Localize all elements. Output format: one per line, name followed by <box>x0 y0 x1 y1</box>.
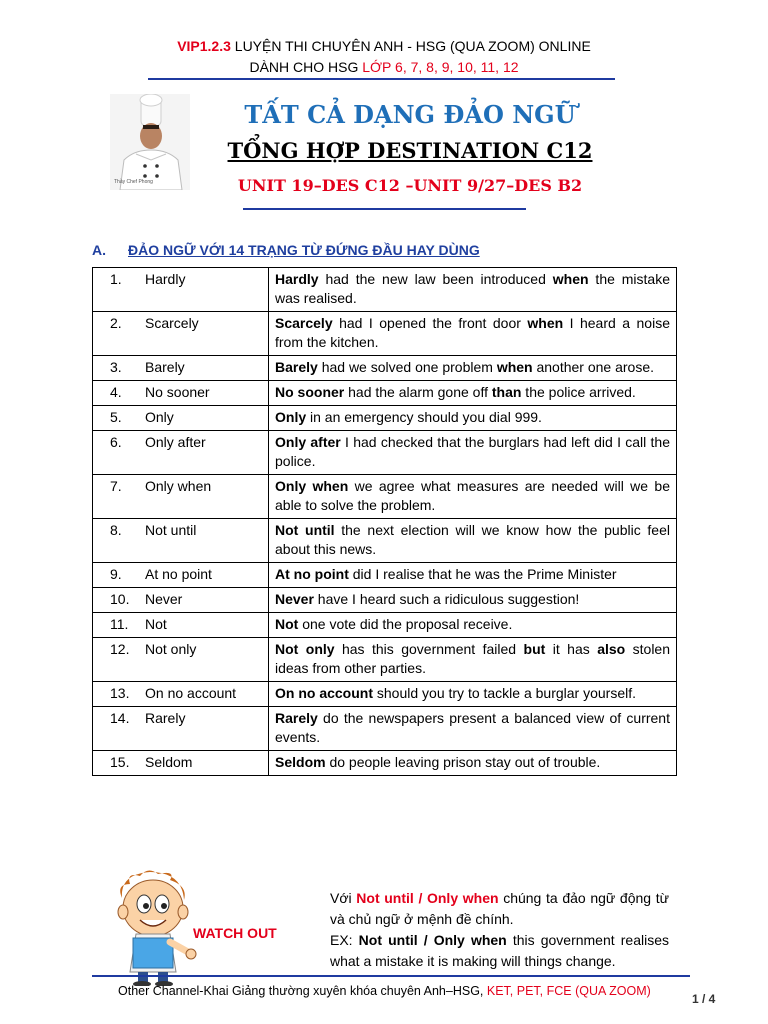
adverb-term: At no point <box>145 566 212 582</box>
adverb-cell <box>93 682 269 707</box>
adverb-cell <box>93 751 269 776</box>
header-line-1 <box>0 38 768 54</box>
table-row <box>93 613 677 638</box>
row-number: 4. <box>110 384 122 400</box>
header-line-2 <box>0 59 768 75</box>
table-row <box>93 431 677 475</box>
sentence-text: stolen ideas from other parties. <box>275 641 671 676</box>
cartoon-boy-image <box>100 868 205 986</box>
footer-channel: Other Channel-Khai Giảng thường xuyên khóa chuyên Anh–HSG, <box>118 984 487 998</box>
table-row <box>93 356 677 381</box>
header-grades: LỚP 6, 7, 8, 9, 10, 11, 12 <box>362 59 519 75</box>
note-text: Với <box>330 890 357 906</box>
watch-out-label: WATCH OUT <box>193 925 277 941</box>
header-course-name: LUYỆN THI CHUYÊN ANH - HSG (QUA ZOOM) ONLINE <box>230 38 591 54</box>
title-divider <box>243 208 526 210</box>
sentence-text: do people leaving prison stay out of trouble. <box>325 754 601 770</box>
sentence-keyword: At no point <box>275 566 349 582</box>
sentence-keyword: but <box>523 641 546 657</box>
footer-courses: KET, PET, FCE (QUA ZOOM) <box>486 984 651 998</box>
sentence-keyword: Only <box>275 409 307 425</box>
sentence-text: have I heard such a ridiculous suggestion! <box>313 591 580 607</box>
sentence-keyword: Never <box>275 591 314 607</box>
row-number: 8. <box>110 522 122 538</box>
example-sentence-cell <box>269 268 677 312</box>
sentence-text: do the newspapers present a balanced view of current events. <box>275 710 670 745</box>
adverb-term: On no account <box>145 685 237 701</box>
section-title: ĐẢO NGỮ VỚI 14 TRẠNG TỪ ĐỨNG ĐẦU HAY DÙNG <box>128 242 480 258</box>
sentence-text: the mistake was realised. <box>275 271 670 306</box>
table-row <box>93 312 677 356</box>
adverb-term: Barely <box>145 359 185 375</box>
adverb-cell <box>93 563 269 588</box>
adverb-cell <box>93 431 269 475</box>
example-sentence-cell <box>269 475 677 519</box>
table-row <box>93 381 677 406</box>
row-number: 9. <box>110 566 122 582</box>
section-heading <box>92 242 480 258</box>
row-number: 13. <box>110 685 130 701</box>
sentence-keyword: when <box>527 315 564 331</box>
row-number: 15. <box>110 754 130 770</box>
section-letter: A. <box>92 242 106 258</box>
adverb-term: Not <box>145 616 167 632</box>
sentence-text: in an emergency should you dial 999. <box>306 409 542 425</box>
example-sentence-cell <box>269 588 677 613</box>
sentence-keyword: Not <box>275 616 299 632</box>
table-row <box>93 563 677 588</box>
sentence-keyword: when <box>552 271 589 287</box>
page-subtitle: TỔNG HỢP DESTINATION C12 <box>227 138 593 163</box>
table-row <box>93 588 677 613</box>
adverb-cell <box>93 268 269 312</box>
row-number: 7. <box>110 478 122 494</box>
note-keyword: Not until / Only when <box>356 890 499 906</box>
adverb-term: Only after <box>145 434 206 450</box>
example-sentence-cell <box>269 613 677 638</box>
example-sentence-cell <box>269 682 677 707</box>
table-row <box>93 406 677 431</box>
note-paragraph-2 <box>330 930 669 972</box>
sentence-text: the police arrived. <box>521 384 636 400</box>
adverb-term: Never <box>145 591 183 607</box>
header-divider <box>148 78 615 80</box>
adverb-cell <box>93 707 269 751</box>
note-keyword: Not until / Only when <box>358 932 507 948</box>
inversion-table <box>92 267 677 776</box>
row-number: 11. <box>110 616 129 632</box>
sentence-keyword: Scarcely <box>275 315 333 331</box>
example-sentence-cell <box>269 751 677 776</box>
row-number: 6. <box>110 434 122 450</box>
sentence-keyword: Seldom <box>275 754 326 770</box>
sentence-text: another one arose. <box>532 359 655 375</box>
sentence-text: we agree what measures are needed will we be able to solve the problem. <box>275 478 670 513</box>
adverb-term: Only <box>145 409 174 425</box>
sentence-keyword: Hardly <box>275 271 319 287</box>
teacher-photo <box>110 94 190 190</box>
adverb-term: Scarcely <box>145 315 199 331</box>
footer-text <box>118 984 651 998</box>
adverb-cell <box>93 312 269 356</box>
example-sentence-cell <box>269 563 677 588</box>
sentence-keyword: also <box>597 641 626 657</box>
sentence-text: had I opened the front door <box>332 315 528 331</box>
page-number: 1 / 4 <box>692 992 716 1006</box>
note-text: EX: <box>330 932 359 948</box>
table-row <box>93 475 677 519</box>
example-sentence-cell <box>269 381 677 406</box>
adverb-term: No sooner <box>145 384 210 400</box>
adverb-cell <box>93 406 269 431</box>
note-block <box>330 888 669 972</box>
adverb-term: Not only <box>145 641 197 657</box>
row-number: 14. <box>110 710 130 726</box>
adverb-term: Hardly <box>145 271 186 287</box>
adverb-cell <box>93 356 269 381</box>
photo-caption: Thầy Chef Phong <box>114 179 153 185</box>
adverb-term: Not until <box>145 522 197 538</box>
sentence-text: had the new law been introduced <box>318 271 553 287</box>
unit-reference: UNIT 19–DES C12 –UNIT 9/27–DES B2 <box>237 176 583 195</box>
row-number: 12. <box>110 641 130 657</box>
adverb-term: Only when <box>145 478 212 494</box>
sentence-keyword: Rarely <box>275 710 318 726</box>
note-text: this government realises what a mistake it is making will things change. <box>330 932 669 969</box>
sentence-text: should you try to tackle a burglar yourself. <box>373 685 637 701</box>
sentence-text: had we solved one problem <box>317 359 497 375</box>
footer-divider <box>92 975 690 977</box>
table-row <box>93 268 677 312</box>
example-sentence-cell <box>269 519 677 563</box>
adverb-cell <box>93 613 269 638</box>
table-row <box>93 638 677 682</box>
sentence-keyword: On no account <box>275 685 373 701</box>
example-sentence-cell <box>269 707 677 751</box>
row-number: 1. <box>110 271 122 287</box>
sentence-text: one vote did the proposal receive. <box>298 616 513 632</box>
adverb-cell <box>93 381 269 406</box>
adverb-cell <box>93 638 269 682</box>
sentence-keyword: Only when <box>275 478 349 494</box>
note-text: chúng ta đảo ngữ động từ và chủ ngữ ở mệnh đề chính. <box>330 890 669 927</box>
adverb-cell <box>93 519 269 563</box>
example-sentence-cell <box>269 638 677 682</box>
sentence-keyword: than <box>491 384 522 400</box>
sentence-keyword: Barely <box>275 359 318 375</box>
table-row <box>93 707 677 751</box>
course-code: VIP1.2.3 <box>177 38 231 54</box>
header-audience: DÀNH CHO HSG <box>249 59 363 75</box>
sentence-keyword: Not only <box>275 641 335 657</box>
adverb-cell <box>93 588 269 613</box>
sentence-text: it has <box>545 641 598 657</box>
sentence-text: had the alarm gone off <box>344 384 492 400</box>
row-number: 3. <box>110 359 122 375</box>
sentence-text: I heard a noise from the kitchen. <box>275 315 670 350</box>
sentence-keyword: when <box>496 359 533 375</box>
row-number: 2. <box>110 315 122 331</box>
table-row <box>93 519 677 563</box>
sentence-text: has this government failed <box>334 641 524 657</box>
page-title: TẤT CẢ DẠNG ĐẢO NGỮ <box>244 100 576 129</box>
note-paragraph-1 <box>330 888 669 930</box>
table-row <box>93 682 677 707</box>
table-row <box>93 751 677 776</box>
sentence-text: did I realise that he was the Prime Minister <box>348 566 617 582</box>
example-sentence-cell <box>269 312 677 356</box>
sentence-keyword: No sooner <box>275 384 345 400</box>
sentence-keyword: Not until <box>275 522 335 538</box>
sentence-text: I had checked that the burglars had left did I call the police. <box>275 434 670 469</box>
example-sentence-cell <box>269 356 677 381</box>
example-sentence-cell <box>269 431 677 475</box>
adverb-cell <box>93 475 269 519</box>
example-sentence-cell <box>269 406 677 431</box>
adverb-term: Seldom <box>145 754 193 770</box>
sentence-keyword: Only after <box>275 434 341 450</box>
adverb-term: Rarely <box>145 710 186 726</box>
row-number: 5. <box>110 409 122 425</box>
row-number: 10. <box>110 591 130 607</box>
sentence-text: the next election will we know how the public feel about this news. <box>275 522 670 557</box>
